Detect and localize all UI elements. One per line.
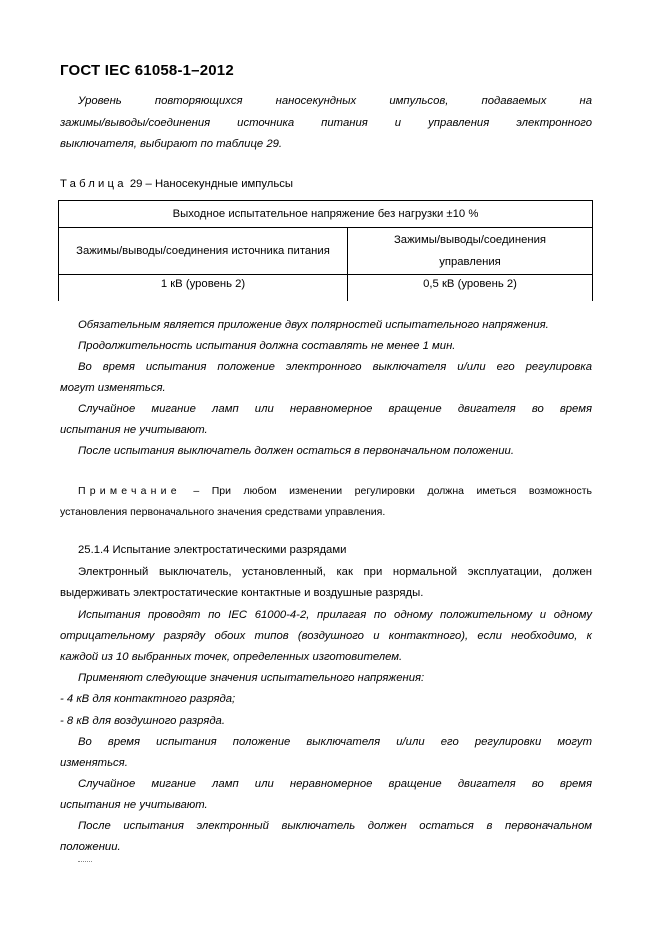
section-p4-line2: изменяться.	[60, 757, 128, 769]
table-top-header: Выходное испытательное напряжение без нагрузки ±10 %	[59, 201, 593, 228]
table-col2-header	[348, 228, 593, 275]
table-cell-supply: 1 кВ (уровень 2)	[59, 275, 348, 302]
block1-p2: Продолжительность испытания должна составлять не менее 1 мин.	[78, 340, 456, 352]
list-item: - 8 кВ для воздушного разряда.	[60, 715, 225, 727]
block1-p3-line1: Во время испытания положение электронного выключателя и/или его регулировка	[78, 361, 592, 373]
intro-line-3: выключателя, выбирают по таблице 29.	[60, 138, 283, 150]
section-p3: Применяют следующие значения испытательного напряжения:	[78, 672, 425, 684]
block1-p4-line1: Случайное мигание ламп или неравномерное вращение двигателя во время	[78, 403, 592, 415]
note-label: Примечание	[78, 485, 181, 497]
note-text: – При любом изменении регулировки должна иметься возможность	[193, 485, 592, 497]
section-p5-line1: Случайное мигание ламп или неравномерное вращение двигателя во время	[78, 778, 592, 790]
intro-line-2: зажимы/выводы/соединения источника питания и управления электронного	[60, 117, 592, 129]
document-header: ГОСТ IEC 61058-1–2012	[60, 62, 234, 79]
section-p6-line2: положении.	[60, 841, 121, 853]
section-p1-line1: Электронный выключатель, установленный, как при нормальной эксплуатации, должен	[78, 566, 592, 578]
table-caption	[60, 178, 293, 190]
section-p2-line3: каждой из 10 выбранных точек, определенных изготовителем.	[60, 651, 403, 663]
section-p4-line1: Во время испытания положение выключателя и/или его регулировки могут	[78, 736, 592, 748]
section-p2-line1: Испытания проводят по IEC 61000-4-2, прилагая по одному положительному и одному	[78, 609, 592, 621]
section-p2-line2: отрицательному разряду обоих типов (воздушного и контактного), если необходимо, к	[60, 630, 592, 642]
table-col1-header: Зажимы/выводы/соединения источника питания	[59, 228, 348, 275]
section-p6-line1: После испытания электронный выключатель должен остаться в первоначальном	[78, 820, 592, 832]
block1-p3-line2: могут изменяться.	[60, 382, 166, 394]
section-p5-line2: испытания не учитывают.	[60, 799, 208, 811]
block1-p1: Обязательным является приложение двух полярностей испытательного напряжения.	[78, 319, 549, 331]
note-line-1	[60, 481, 592, 502]
scan-artifact	[78, 861, 92, 865]
table-caption-title: 29 – Наносекундные импульсы	[129, 178, 294, 190]
section-heading: 25.1.4 Испытание электростатическими разрядами	[78, 544, 347, 556]
table-caption-label: Таблица	[60, 178, 127, 190]
impulse-table	[58, 200, 593, 301]
note-line-2: установления первоначального значения средствами управления.	[60, 506, 386, 518]
section-p1-line2: выдерживать электростатические контактные и воздушные разряды.	[60, 587, 424, 599]
table-col2-header-line2: управления	[439, 256, 501, 268]
block1-p4-line2: испытания не учитывают.	[60, 424, 208, 436]
list-item: - 4 кВ для контактного разряда;	[60, 693, 236, 705]
block1-p5: После испытания выключатель должен остаться в первоначальном положении.	[78, 445, 514, 457]
table-col2-header-line1: Зажимы/выводы/соединения	[393, 234, 547, 246]
table-row	[59, 275, 593, 302]
table-cell-control: 0,5 кВ (уровень 2)	[348, 275, 593, 302]
intro-line-1: Уровень повторяющихся наносекундных импульсов, подаваемых на	[78, 95, 592, 107]
